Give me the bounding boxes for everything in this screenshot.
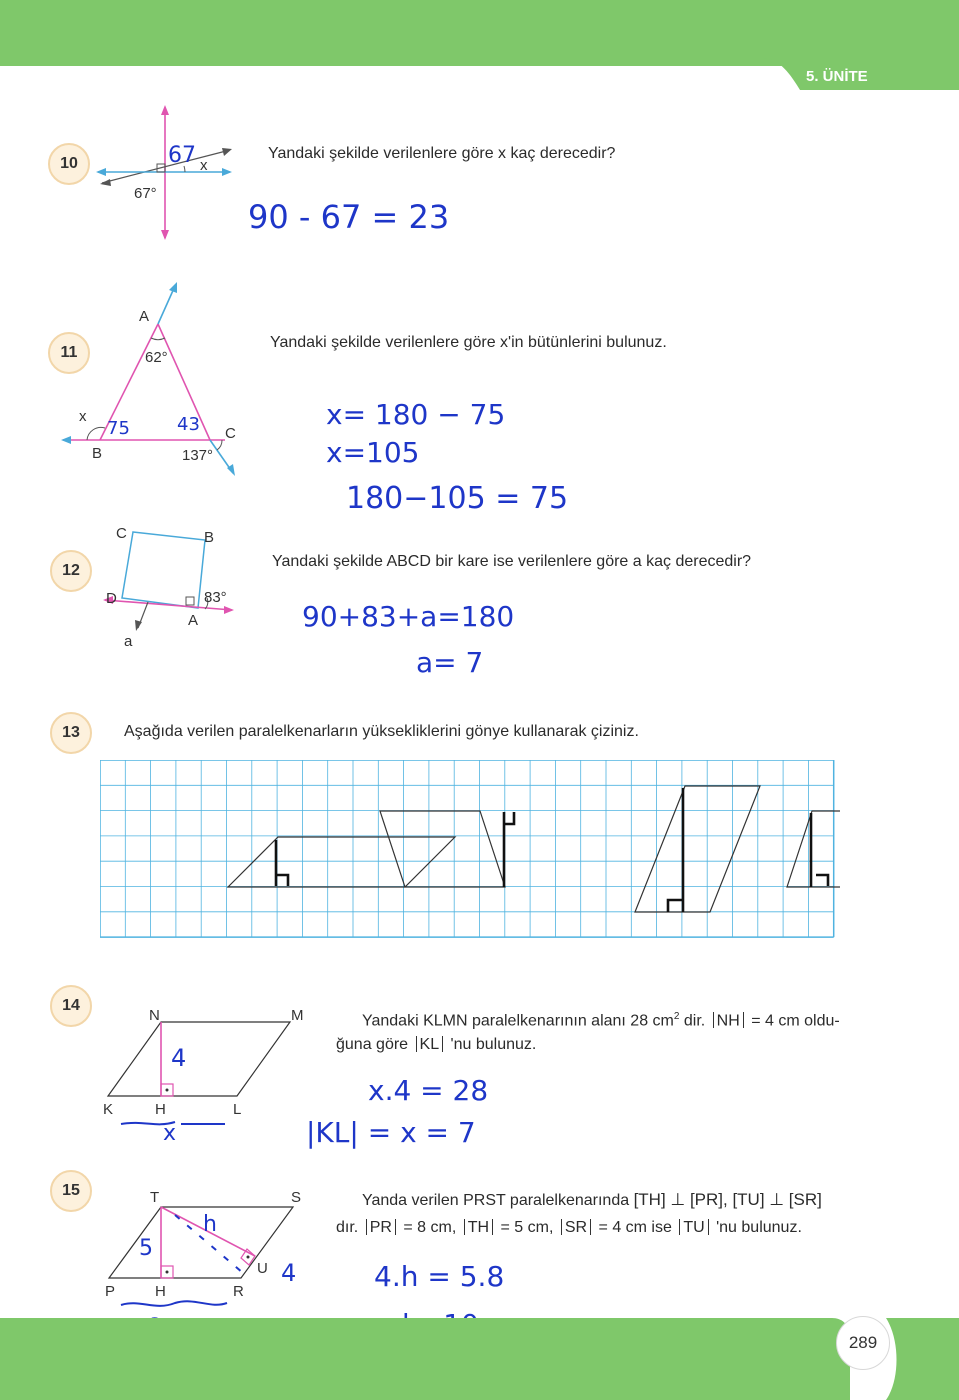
page-number: 289 [848,1333,878,1352]
q14-text-post: = 4 cm oldu- [746,1012,840,1030]
q11-label-b: B [92,445,103,462]
q14-nh: NH [716,1012,740,1030]
q15-label-h: H [155,1283,166,1300]
question-number-10: 10 [48,143,90,185]
unit-label: 5. ÜNİTE [806,68,868,85]
q15-tu-post: 'nu bulunuz. [711,1219,802,1236]
question-number-12: 12 [50,550,92,592]
question-15-line2 [336,1214,802,1242]
q11-figure [55,278,255,478]
q15-label-s: S [291,1189,302,1206]
q14-handwriting [300,1068,560,1158]
q14-label-h: H [155,1101,166,1118]
q11-label-c: C [225,425,236,442]
q11-hw-line2: x=105 [326,436,420,469]
q12-handwriting [298,590,598,690]
q15-th-val: = 5 cm, [496,1219,558,1236]
question-13-text: Aşağıda verilen paralelkenarların yüksekliklerini gönye kullanarak çiziniz. [124,723,639,740]
q12-label-b: B [204,529,215,546]
q12-label-small-a: a [124,633,133,650]
q15-line2-pre: dır. [336,1219,363,1236]
q15-hw-five: 5 [139,1236,153,1261]
q11-hw-mark-b: 75 [107,418,130,439]
q11-label-a: A [139,308,150,325]
q11-hw-mark-c: 43 [177,414,200,435]
parallelogram-1 [228,837,455,887]
q15-label-r: R [233,1283,244,1300]
q12-hw-line1: 90+83+a=180 [302,600,515,633]
parallelogram-3 [635,786,760,912]
q14-hw-line2: |KL| = x = 7 [306,1116,476,1149]
q10-hw-mark: 67 [168,143,196,168]
q15-line1-pre: Yanda verilen PRST paralelkenarında [362,1192,634,1209]
question-number-13: 13 [50,712,92,754]
q12-angle: 83° [204,589,227,606]
question-number-14: 14 [50,985,92,1027]
q15-label-u: U [257,1260,268,1277]
q11-handwriting [318,390,638,525]
q14-hw-base: x [163,1121,177,1146]
question-number-15: 15 [50,1170,92,1212]
q14-label-l: L [233,1101,242,1118]
question-11-text: Yandaki şekilde verilenlere göre x'in bütünlerini bulunuz. [270,334,667,351]
q14-hw-height: 4 [171,1044,187,1072]
question-15-line1 [362,1186,822,1215]
q15-th: TH [467,1219,490,1236]
q12-figure [100,510,245,650]
q15-sr-val: = 4 cm ise [594,1219,677,1236]
q15-pr-val: = 8 cm, [398,1219,461,1236]
q12-label-c: C [116,525,127,542]
q13-grid [100,760,840,940]
q14-kl: KL [419,1036,440,1053]
q15-sr: SR [564,1219,588,1236]
q14-line2-pre: ğuna göre [336,1036,413,1053]
q15-pr: PR [369,1219,392,1236]
q15-label-p: P [105,1283,116,1300]
q15-hw-four: 4 [281,1259,297,1287]
q15-line1-rel: [TH] ⊥ [PR], [TU] ⊥ [SR] [633,1190,822,1209]
q12-label-d: D [106,590,117,607]
q10-figure [90,100,250,245]
q14-figure [95,1000,325,1150]
header-band [0,0,959,110]
q14-text-pre: Yandaki KLMN paralelkenarının alanı 28 cm [362,1012,674,1030]
q15-hw-h: h [203,1212,217,1237]
question-10-text: Yandaki şekilde verilenlere göre x kaç derecedir? [268,145,616,162]
q14-text-mid: dir. [679,1012,710,1030]
q14-line2-post: 'nu bulunuz. [446,1036,537,1053]
q14-label-k: K [103,1101,114,1118]
q12-label-a: A [188,612,199,629]
q11-label-x: x [79,408,87,425]
question-14-line2 [336,1031,536,1059]
q12-hw-line2: a= 7 [416,646,484,679]
q15-hw-line1: 4.h = 5.8 [374,1260,505,1293]
q14-label-n: N [149,1007,160,1024]
question-12-text: Yandaki şekilde ABCD bir kare ise verilenlere göre a kaç derecedir? [272,553,752,570]
parallelogram-4 [787,811,840,887]
q10-answer: 90 - 67 = 23 [248,198,450,236]
q15-tu: TU [683,1219,705,1236]
q10-handwriting [240,190,500,245]
q14-sup: 2 [673,1011,680,1022]
drawn-heights [276,788,828,912]
q14-label-m: M [291,1007,304,1024]
q11-angle-c: 137° [182,447,214,464]
footer-band [0,1310,959,1400]
q11-angle-a: 62° [145,349,168,366]
q10-angle-label: 67° [134,185,157,202]
page-number-circle [836,1316,890,1370]
question-number-11: 11 [48,332,90,374]
q11-hw-line1: x= 180 − 75 [326,398,506,431]
q10-x-label: x [200,157,208,174]
q15-label-t: T [150,1189,160,1206]
q14-hw-line1: x.4 = 28 [368,1074,489,1107]
q11-hw-line3: 180−105 = 75 [346,481,569,516]
